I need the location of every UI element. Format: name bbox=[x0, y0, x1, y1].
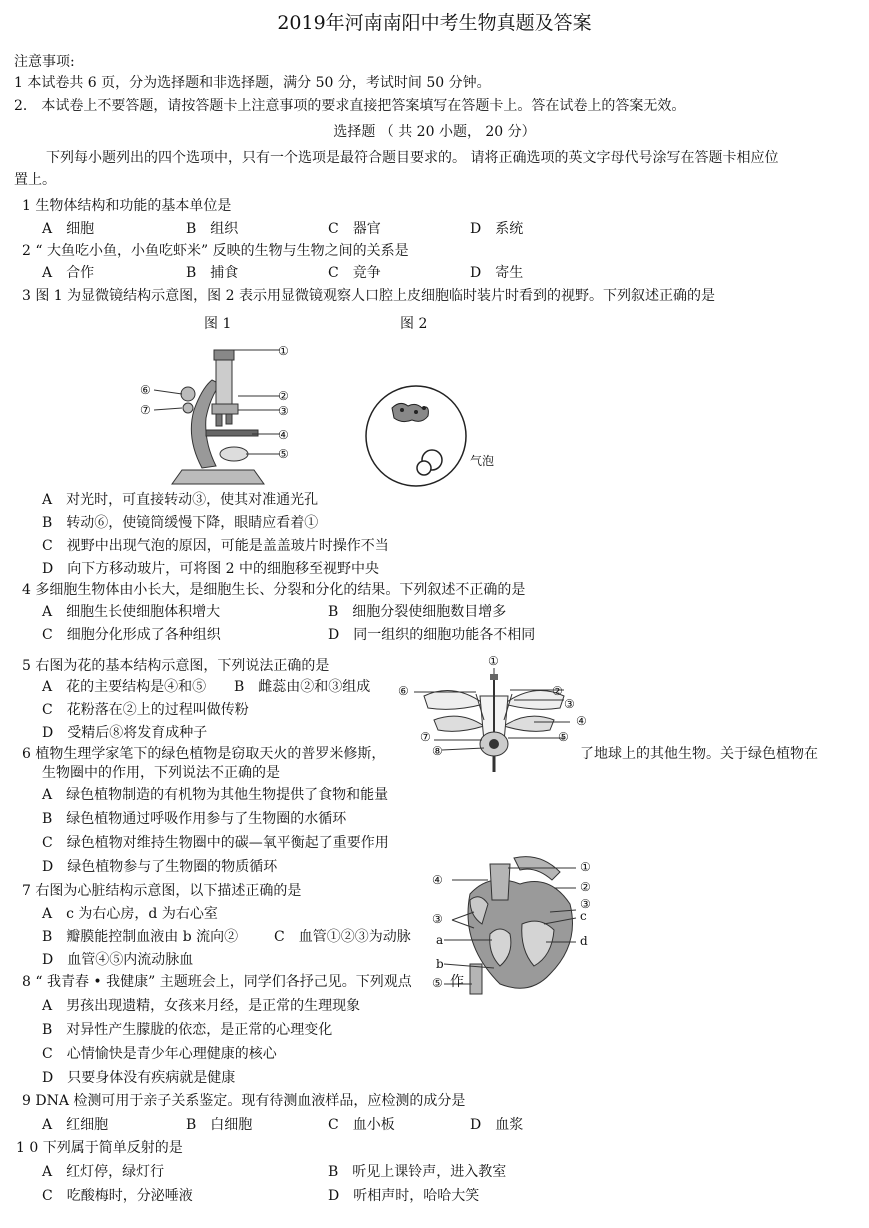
question-stem-tail: 作 bbox=[450, 974, 464, 990]
option-c: C 细胞分化形成了各种组织 bbox=[42, 627, 221, 643]
microscope-label: ④ bbox=[278, 428, 289, 442]
option-a: A c 为右心房，d 为右心室 bbox=[42, 906, 218, 922]
section-instruction: 下列每小题列出的四个选项中，只有一个选项是最符合题目要求的。 请将正确选项的英文字母代号涂写在答题卡相应位 bbox=[46, 150, 779, 166]
microscope-label: ⑤ bbox=[278, 447, 289, 461]
option-b: B 瓣膜能控制血液由 b 流向② bbox=[42, 929, 239, 945]
figure-2-caption: 图 2 bbox=[400, 316, 428, 332]
question-stem: 3 图 1 为显微镜结构示意图，图 2 表示用显微镜观察人口腔上皮细胞临时装片时看到的视野。下列叙述正确的是 bbox=[22, 288, 715, 304]
option-c: C 血小板 bbox=[328, 1117, 395, 1133]
page-title: 2019年河南南阳中考生物真题及答案 bbox=[277, 12, 592, 34]
option-d: D 听相声时，哈哈大笑 bbox=[328, 1188, 480, 1204]
microscope-label: ② bbox=[278, 389, 289, 403]
option-d: D 绿色植物参与了生物圈的物质循环 bbox=[42, 859, 278, 875]
question-stem: 6 植物生理学家笔下的绿色植物是窃取天火的普罗米修斯， bbox=[22, 746, 386, 762]
flower-label: ⑤ bbox=[558, 730, 569, 744]
option-b: B 转动⑥，使镜筒缓慢下降，眼睛应看着① bbox=[42, 515, 319, 531]
figure-1-caption: 图 1 bbox=[204, 316, 232, 332]
option-c: C 竞争 bbox=[328, 265, 381, 281]
option-d: D 血浆 bbox=[470, 1117, 524, 1133]
option-d: D 受精后⑧将发育成种子 bbox=[42, 725, 208, 741]
flower-label: ② bbox=[552, 684, 563, 698]
option-d: D 血管④⑤内流动脉血 bbox=[42, 952, 194, 968]
option-a: A 合作 bbox=[42, 265, 95, 281]
question-stem: 1 生物体结构和功能的基本单位是 bbox=[22, 198, 232, 214]
option-d: D 同一组织的细胞功能各不相同 bbox=[328, 627, 536, 643]
notice-item: 1 本试卷共 6 页，分为选择题和非选择题，满分 50 分，考试时间 50 分钟。 bbox=[14, 75, 491, 91]
question-stem: 4 多细胞生物体由小长大，是细胞生长、分裂和分化的结果。下列叙述不正确的是 bbox=[22, 582, 526, 598]
option-c: C 花粉落在②上的过程叫做传粉 bbox=[42, 702, 249, 718]
option-a: A 男孩出现遗精，女孩来月经，是正常的生理现象 bbox=[42, 998, 361, 1014]
option-b: B 细胞分裂使细胞数目增多 bbox=[328, 604, 507, 620]
heart-label: ③ bbox=[580, 897, 591, 911]
flower-label: ⑥ bbox=[398, 684, 409, 698]
option-d: D 只要身体没有疾病就是健康 bbox=[42, 1070, 236, 1086]
heart-label: ③ bbox=[432, 912, 443, 926]
option-b: B 雌蕊由②和③组成 bbox=[234, 679, 371, 695]
microscope-label: ⑥ bbox=[140, 383, 151, 397]
field-of-view-figure bbox=[362, 380, 472, 490]
option-c: C 血管①②③为动脉 bbox=[274, 929, 411, 945]
question-stem: 7 右图为心脏结构示意图，以下描述正确的是 bbox=[22, 883, 302, 899]
option-c: C 心情愉快是青少年心理健康的核心 bbox=[42, 1046, 277, 1062]
option-c: C 器官 bbox=[328, 221, 381, 237]
heart-label: a bbox=[436, 933, 444, 947]
flower-label: ① bbox=[488, 654, 499, 668]
option-c: C 绿色植物对维持生物圈中的碳—氧平衡起了重要作用 bbox=[42, 835, 389, 851]
microscope-figure bbox=[132, 338, 302, 488]
notice-item: 2． 本试卷上不要答题，请按答题卡上注意事项的要求直接把答案填写在答题卡上。答在试卷上的答案无效。 bbox=[14, 98, 686, 114]
option-d: D 系统 bbox=[470, 221, 524, 237]
microscope-label: ⑦ bbox=[140, 403, 151, 417]
option-b: B 绿色植物通过呼吸作用参与了生物圈的水循环 bbox=[42, 811, 347, 827]
flower-label: ⑧ bbox=[432, 744, 443, 758]
heart-label: ④ bbox=[432, 873, 443, 887]
flower-label: ⑦ bbox=[420, 730, 431, 744]
heart-label: ② bbox=[580, 880, 591, 894]
question-stem: 2 “ 大鱼吃小鱼，小鱼吃虾米” 反映的生物与生物之间的关系是 bbox=[22, 243, 409, 259]
option-b: B 对异性产生朦胧的依恋，是正常的心理变化 bbox=[42, 1022, 333, 1038]
question-stem-tail: 了地球上的其他生物。关于绿色植物在 bbox=[580, 746, 818, 762]
flower-label: ③ bbox=[564, 697, 575, 711]
question-stem: 9 DNA 检测可用于亲子关系鉴定。现有待测血液样品，应检测的成分是 bbox=[22, 1093, 466, 1109]
heart-label: d bbox=[580, 934, 588, 948]
option-c: C 视野中出现气泡的原因，可能是盖盖玻片时操作不当 bbox=[42, 538, 389, 554]
heart-label: ① bbox=[580, 860, 591, 874]
option-b: B 组织 bbox=[186, 221, 239, 237]
section-title: 选择题 （ 共 20 小题， 20 分） bbox=[333, 124, 536, 140]
option-d: D 寄生 bbox=[470, 265, 524, 281]
option-a: A 花的主要结构是④和⑤ bbox=[42, 679, 207, 695]
option-a: A 绿色植物制造的有机物为其他生物提供了食物和能量 bbox=[42, 787, 389, 803]
question-stem-2: 生物圈中的作用，下列说法不正确的是 bbox=[42, 765, 280, 781]
heart-label: c bbox=[580, 909, 587, 923]
option-d: D 向下方移动玻片，可将图 2 中的细胞移至视野中央 bbox=[42, 561, 380, 577]
option-a: A 红灯停，绿灯行 bbox=[42, 1164, 165, 1180]
microscope-label: ③ bbox=[278, 404, 289, 418]
option-a: A 细胞 bbox=[42, 221, 95, 237]
option-c: C 吃酸梅时，分泌唾液 bbox=[42, 1188, 193, 1204]
option-a: A 细胞生长使细胞体积增大 bbox=[42, 604, 221, 620]
bubble-label: 气泡 bbox=[470, 454, 495, 468]
option-b: B 白细胞 bbox=[186, 1117, 253, 1133]
heart-label: ⑤ bbox=[432, 976, 443, 990]
heart-label: b bbox=[436, 957, 444, 971]
option-b: B 听见上课铃声，进入教室 bbox=[328, 1164, 507, 1180]
option-a: A 对光时，可直接转动③，使其对准通光孔 bbox=[42, 492, 319, 508]
option-a: A 红细胞 bbox=[42, 1117, 109, 1133]
microscope-label: ① bbox=[278, 344, 289, 358]
flower-label: ④ bbox=[576, 714, 587, 728]
question-stem: 5 右图为花的基本结构示意图，下列说法正确的是 bbox=[22, 658, 330, 674]
question-stem: 1 0 下列属于简单反射的是 bbox=[16, 1140, 183, 1156]
section-instruction: 置上。 bbox=[14, 172, 56, 188]
option-b: B 捕食 bbox=[186, 265, 239, 281]
question-stem: 8 “ 我青春 • 我健康” 主题班会上，同学们各抒己见。下列观点 bbox=[22, 974, 412, 990]
notice-heading: 注意事项: bbox=[14, 54, 75, 70]
